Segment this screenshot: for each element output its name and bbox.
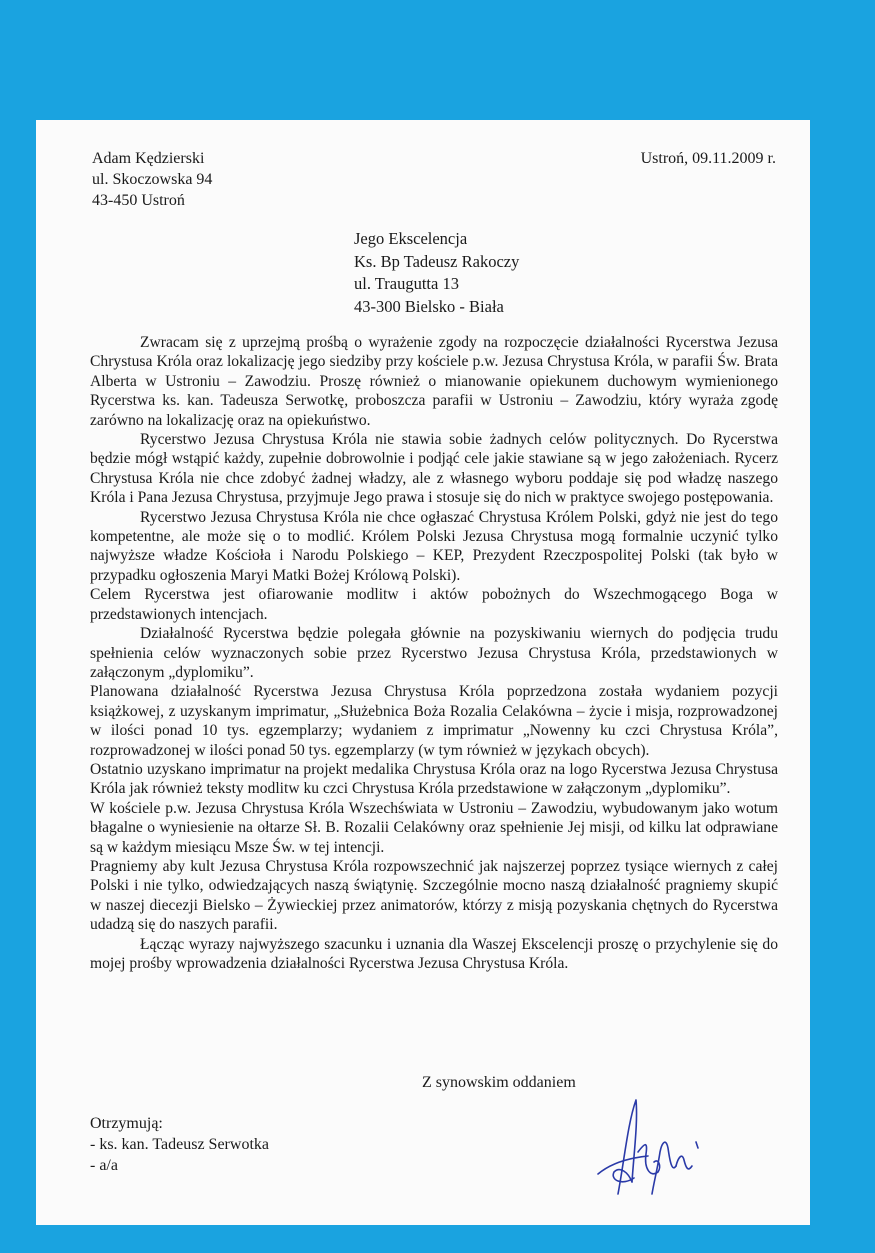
sender-street: ul. Skoczowska 94 xyxy=(92,171,213,188)
recipient-line-4: 43-300 Bielsko - Biała xyxy=(354,296,504,316)
letter-page xyxy=(36,120,810,1225)
sender-address xyxy=(92,148,212,211)
recipient-line-1: Jego Ekscelencja xyxy=(354,229,468,248)
sender-city: 43-450 Ustroń xyxy=(92,192,185,209)
copies-to-item: - a/a xyxy=(90,1157,118,1174)
copies-to-heading: Otrzymują: xyxy=(90,1115,163,1132)
body-paragraph: Łącząc wyrazy najwyższego szacunku i uznania dla Waszej Ekscelencji proszę o przychylenie się do mojej prośby wprowadzenia działalności Rycerstwa Jezusa Chrystusa Króla. xyxy=(90,935,778,972)
body-paragraph: Pragniemy aby kult Jezusa Chrystusa Króla rozpowszechnić jak najszerzej poprzez tysiące wiernych z całej Polski i nie tylko, odwiedzających naszą świątynię. Szczególnie mocno naszą działalność pragniemy skupić w naszej diecezji Bielsko – Żywieckiej przez animatorów, którzy z misją pozyskania chętnych do Rycerstwa udadzą się do naszych parafii. xyxy=(90,857,778,934)
copies-to xyxy=(90,1113,269,1176)
recipient-address xyxy=(354,228,519,318)
recipient-line-3: ul. Traugutta 13 xyxy=(354,274,459,293)
body-paragraph: Celem Rycerstwa jest ofiarowanie modlitw i aktów pobożnych do Wszechmogącego Boga w przedstawionych intencjach. xyxy=(90,586,778,623)
letter-date: Ustroń, 09.11.2009 r. xyxy=(640,150,776,167)
body-paragraph: Zwracam się z uprzejmą prośbą o wyrażenie zgody na rozpoczęcie działalności Rycerstwa Jezusa Chrystusa Króla oraz lokalizację jego siedziby przy kościele p.w. Jezusa Chrystusa Króla, w parafii Św. Brata Alberta w Ustroniu – Zawodziu. Proszę również o mianowanie opiekunem duchowym wymienionego Rycerstwa ks. kan. Tadeusza Serwotkę, proboszcza parafii w Ustroniu – Zawodziu, który wyraża zgodę zarówno na lokalizację oraz na opiekuństwo. xyxy=(90,334,778,429)
body-paragraph: Działalność Rycerstwa będzie polegała głównie na pozyskiwaniu wiernych do podjęcia trudu spełnienia celów wyznaczonych sobie przez Rycerstwo Jezusa Chrystusa Króla, przedstawionych w załączonym „dyplomiku”. xyxy=(90,625,778,681)
sender-name: Adam Kędzierski xyxy=(92,150,205,167)
body-paragraph: Planowana działalność Rycerstwa Jezusa Chrystusa Króla poprzedzona została wydaniem pozycji książkowej, z uzyskanym imprimatur, „Służebnica Boża Rozalia Celakówna – życie i misja, rozprowadzonej w ilości ponad 10 tys. egzemplarzy; wydaniem z imprimatur „Nowenny ku czci Chrystusa Króla”, rozprowadzonej w ilości ponad 50 tys. egzemplarzy (w tym również w językach obcych). xyxy=(90,683,778,759)
body-paragraph: W kościele p.w. Jezusa Chrystusa Króla Wszechświata w Ustroniu – Zawodziu, wybudowanym jako wotum błagalne o wyniesienie na ołtarze Sł. B. Rozalii Celakówny oraz spełnienie Jej misji, od kilku lat odprawiane są w każdym miesiącu Msze Św. w tej intencji. xyxy=(90,799,778,856)
letter-body xyxy=(90,333,778,973)
recipient-line-2: Ks. Bp Tadeusz Rakoczy xyxy=(354,251,520,271)
body-paragraph: Rycerstwo Jezusa Chrystusa Króla nie stawia sobie żadnych celów politycznych. Do Rycerstwa będzie mógł wstąpić każdy, zupełnie dobrowolnie i podjąć cele jakie stawiane są w jego założeniach. Rycerz Chrystusa Króla nie chce zdobyć żadnej władzy, ale z własnego wyboru poddaje się pod władzę naszego Króla i Pana Jezusa Chrystusa, przyjmuje Jego prawa i stosuje się do nich w praktyce swojego postępowania. xyxy=(90,431,778,507)
handwritten-signature-icon xyxy=(588,1082,708,1212)
body-paragraph: Ostatnio uzyskano imprimatur na projekt medalika Chrystusa Króla oraz na logo Rycerstwa Jezusa Chrystusa Króla jak również teksty modlitw ku czci Chrystusa Króla przedstawione w załączonym „dyplomiku”. xyxy=(90,760,778,798)
closing-phrase: Z synowskim oddaniem xyxy=(422,1074,576,1091)
body-paragraph: Rycerstwo Jezusa Chrystusa Króla nie chce ogłaszać Chrystusa Królem Polski, gdyż nie jest do tego kompetentne, ale może się o to modlić. Królem Polski Jezusa Chrystusa mogą formalnie uczynić tylko najwyższe władze Kościoła i Narodu Polskiego – KEP, Prezydent Rzeczpospolitej Polski (tak było w przypadku ogłoszenia Maryi Matki Bożej Królową Polski). xyxy=(90,508,778,584)
copies-to-item: - ks. kan. Tadeusz Serwotka xyxy=(90,1136,269,1153)
